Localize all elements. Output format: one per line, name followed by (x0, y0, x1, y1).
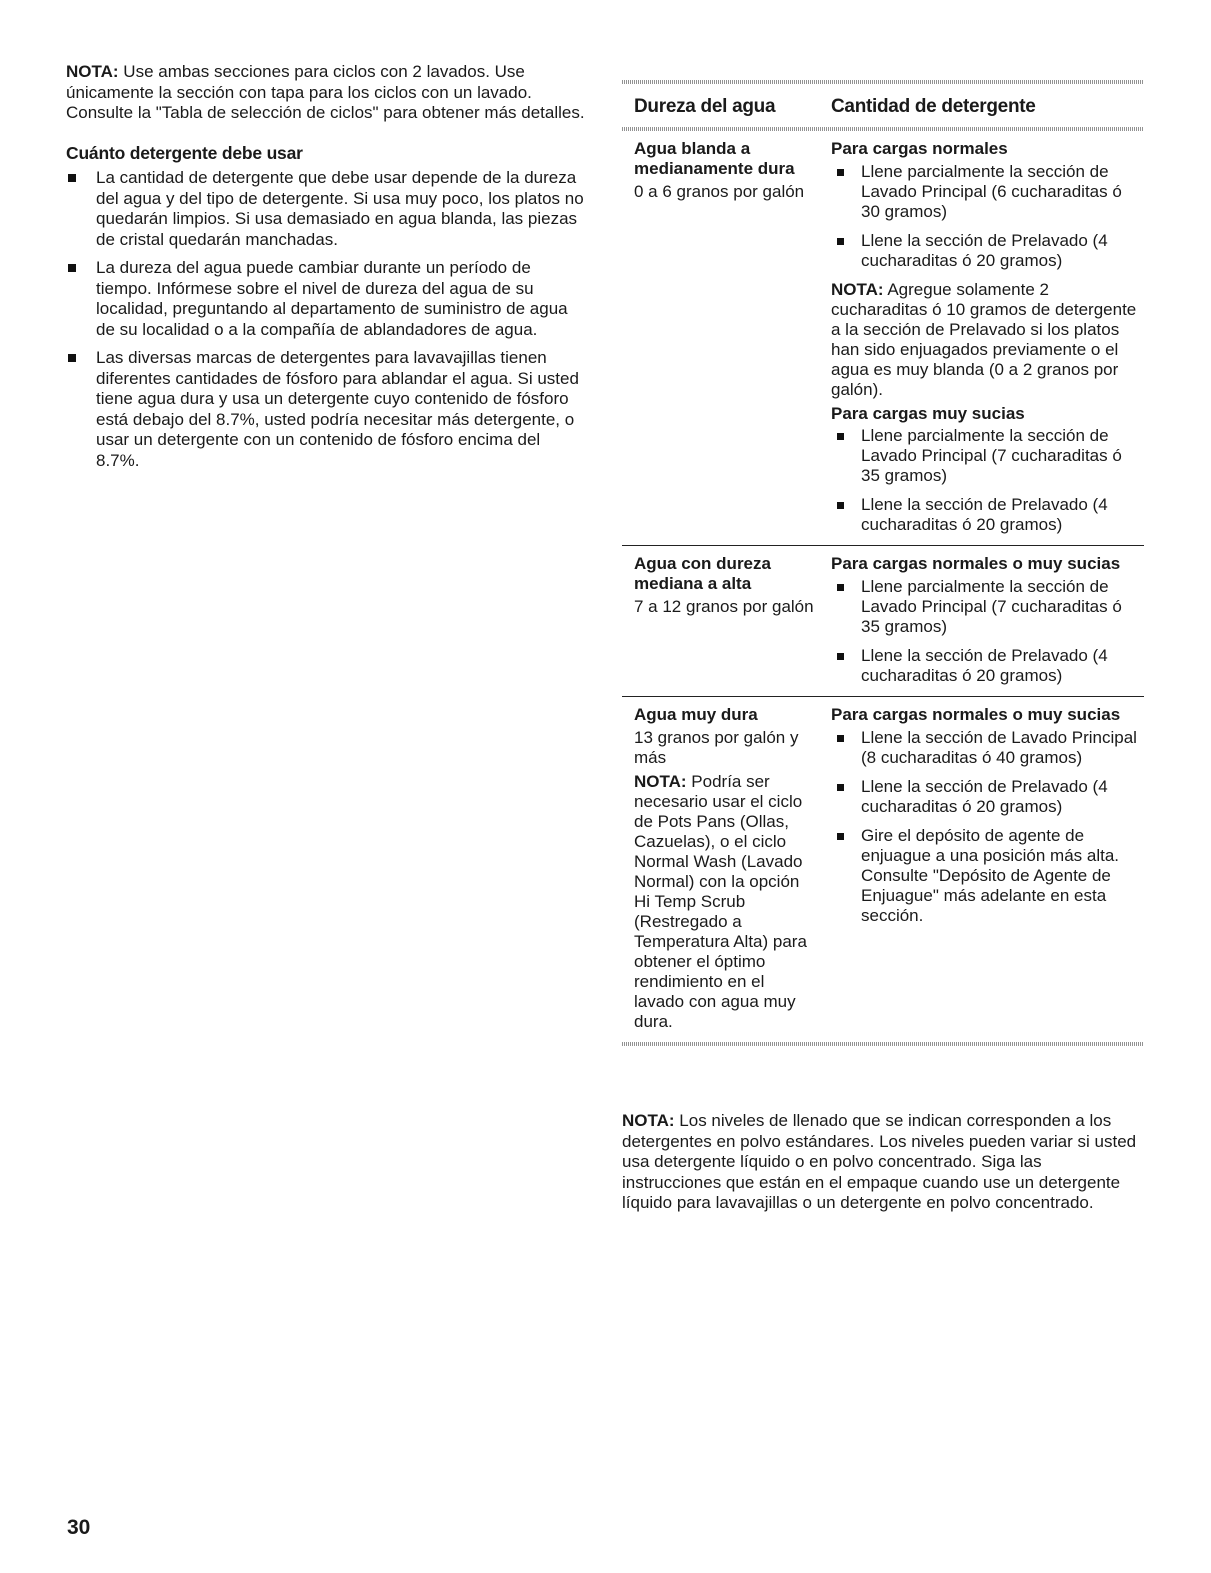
table-row (622, 696, 1144, 1042)
table-header (622, 84, 1144, 127)
square-bullet-icon (837, 502, 844, 509)
intro-note (66, 62, 588, 124)
row-title: Agua blanda a medianamente dura (634, 139, 795, 178)
list-item-text: Llene parcialmente la sección de Lavado Principal (6 cucharaditas ó 30 gramos) (861, 162, 1122, 221)
list-item (831, 162, 1144, 222)
load-type-heading: Para cargas normales (831, 139, 1008, 158)
dotted-divider (622, 80, 1144, 84)
row-range: 0 a 6 granos por galón (634, 182, 805, 201)
note-text: Los niveles de llenado que se indican corresponden a los detergentes en polvo estándares. Los niveles pueden variar si usted usa detergente líquido o en polvo concentrado. Siga las instrucciones que están en el empaque cuando use un detergente líquido para lavavajillas o un detergente en polvo concentrado. (622, 1111, 1137, 1212)
note-label: NOTA: (622, 1111, 675, 1130)
list-item-text: Llene la sección de Lavado Principal (8 cucharaditas ó 40 gramos) (861, 728, 1137, 767)
bullet-list (66, 168, 588, 471)
list-item (831, 577, 1144, 637)
square-bullet-icon (837, 833, 844, 840)
square-bullet-icon (68, 174, 76, 182)
list-item-text: Llene la sección de Prelavado (4 cucharaditas ó 20 gramos) (861, 495, 1108, 534)
row-amount-cell (831, 697, 1144, 1042)
list-item (66, 348, 588, 471)
row-title: Agua muy dura (634, 705, 758, 724)
list-item (831, 728, 1144, 768)
dotted-divider (622, 127, 1144, 131)
page-number: 30 (67, 1516, 91, 1539)
left-column (66, 62, 588, 479)
header-detergent-amount: Cantidad de detergente (831, 96, 1036, 117)
row-amount-cell (831, 131, 1144, 545)
square-bullet-icon (837, 433, 844, 440)
square-bullet-icon (837, 169, 844, 176)
header-water-hardness: Dureza del agua (634, 96, 776, 117)
list-item-text: Las diversas marcas de detergentes para lavavajillas tienen diferentes cantidades de fósforo para ablandar el agua. Si usted tiene agua dura y usa un detergente cuyo contenido de fósforo está debajo del 8.7%, usted podría necesitar más detergente, o usar un detergente con un contenido de fósforo encima del 8.7%. (96, 348, 579, 470)
dotted-divider (622, 1042, 1144, 1046)
row-amount-cell (831, 546, 1144, 696)
list-item-text: Llene la sección de Prelavado (4 cucharaditas ó 20 gramos) (861, 646, 1108, 685)
row-hardness-cell (622, 697, 831, 1042)
row-hardness-cell (622, 131, 831, 545)
row-note (831, 280, 1144, 400)
list-item-text: Gire el depósito de agente de enjuague a una posición más alta. Consulte "Depósito de Agente de Enjuague" más adelante en esta sección. (861, 826, 1120, 925)
list-item-text: La dureza del agua puede cambiar durante un período de tiempo. Infórmese sobre el nivel de dureza del agua de su localidad, preguntando al departamento de suministro de agua de su localidad o a la compañía de ablandadores de agua. (96, 258, 568, 339)
list-item (831, 826, 1144, 926)
list-item (831, 646, 1144, 686)
row-title: Agua con dureza mediana a alta (634, 554, 771, 593)
square-bullet-icon (837, 735, 844, 742)
square-bullet-icon (837, 653, 844, 660)
square-bullet-icon (68, 264, 76, 272)
list-item-text: Llene parcialmente la sección de Lavado Principal (7 cucharaditas ó 35 gramos) (861, 426, 1122, 485)
list-item-text: Llene la sección de Prelavado (4 cucharaditas ó 20 gramos) (861, 777, 1108, 816)
list-item (831, 495, 1144, 535)
list-item (831, 426, 1144, 486)
list-item-text: Llene la sección de Prelavado (4 cucharaditas ó 20 gramos) (861, 231, 1108, 270)
square-bullet-icon (68, 354, 76, 362)
note-text: Agregue solamente 2 cucharaditas ó 10 gramos de detergente a la sección de Prelavado si los platos han sido enjuagados previamente o el agua es muy blanda (0 a 2 granos por galón). (831, 280, 1137, 399)
row-range: 7 a 12 granos por galón (634, 597, 814, 616)
square-bullet-icon (837, 238, 844, 245)
bottom-note (622, 1111, 1144, 1214)
note-text: Use ambas secciones para ciclos con 2 lavados. Use únicamente la sección con tapa para los ciclos con un lavado. Consulte la "Tabla de selección de ciclos" para obtener más detalles. (66, 62, 585, 122)
list-item-text: Llene parcialmente la sección de Lavado Principal (7 cucharaditas ó 35 gramos) (861, 577, 1122, 636)
list-item (831, 231, 1144, 271)
bullet-list (831, 728, 1144, 926)
bullet-list (831, 577, 1144, 686)
list-item (66, 258, 588, 340)
table-row (622, 545, 1144, 696)
square-bullet-icon (837, 784, 844, 791)
section-heading: Cuánto detergente debe usar (66, 142, 303, 163)
bullet-list (831, 162, 1144, 271)
bullet-list (831, 426, 1144, 535)
row-range: 13 granos por galón y más (634, 728, 799, 767)
note-label: NOTA: (634, 772, 687, 791)
detergent-table (622, 80, 1144, 1046)
note-label: NOTA: (66, 62, 119, 81)
row-note (634, 772, 814, 1032)
load-type-heading: Para cargas normales o muy sucias (831, 554, 1121, 573)
list-item (831, 777, 1144, 817)
load-type-heading: Para cargas muy sucias (831, 404, 1025, 423)
table-row (622, 131, 1144, 545)
list-item-text: La cantidad de detergente que debe usar depende de la dureza del agua y del tipo de detergente. Si usa muy poco, los platos no quedarán limpios. Si usa demasiado en agua blanda, las piezas de cristal quedarán manchadas. (96, 168, 584, 249)
list-item (66, 168, 588, 250)
row-hardness-cell (622, 546, 831, 696)
note-label: NOTA: (831, 280, 884, 299)
square-bullet-icon (837, 584, 844, 591)
load-type-heading: Para cargas normales o muy sucias (831, 705, 1121, 724)
note-text: Podría ser necesario usar el ciclo de Pots Pans (Ollas, Cazuelas), o el ciclo Normal Wash (Lavado Normal) con la opción Hi Temp Scrub (Restregado a Temperatura Alta) para obtener el óptimo rendimiento en el lavado con agua muy dura. (634, 772, 807, 1031)
